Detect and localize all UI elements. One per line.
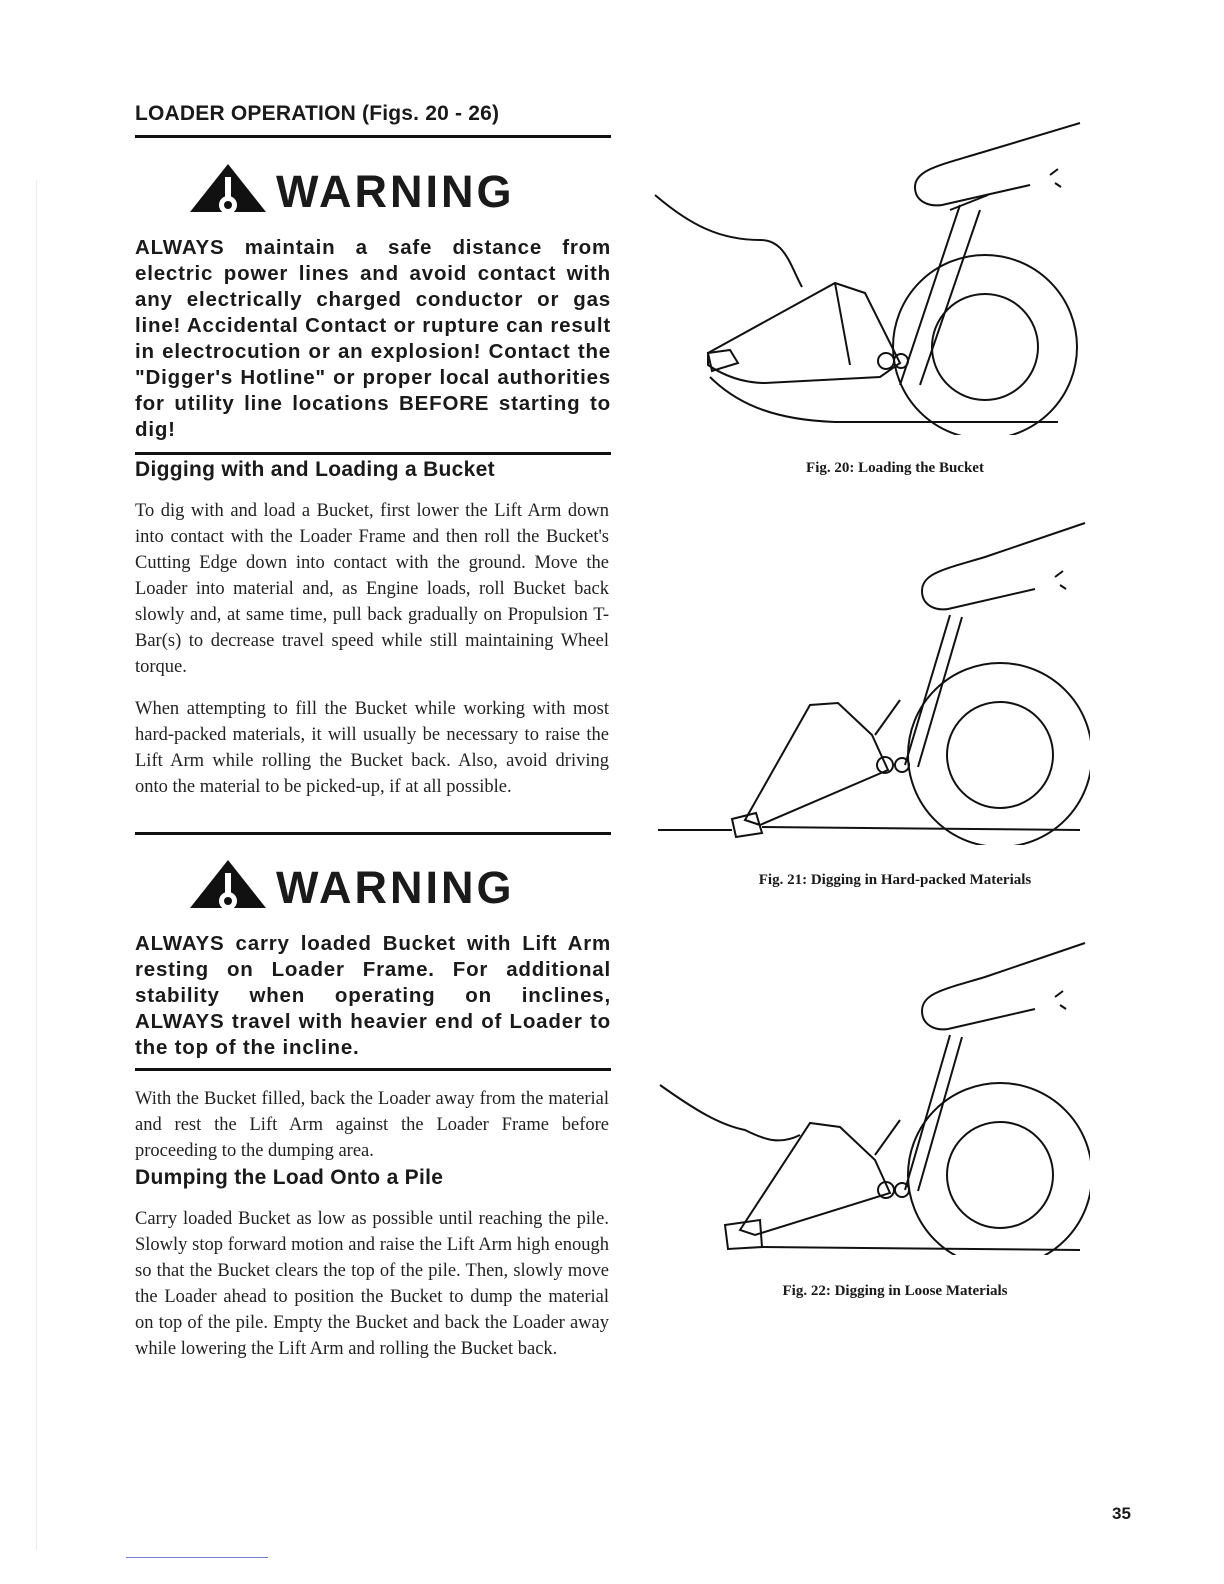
- warning-label: WARNING: [276, 166, 515, 217]
- dumping-heading: Dumping the Load Onto a Pile: [135, 1166, 444, 1189]
- warning-rule-2-bottom: [135, 1068, 611, 1071]
- footer-line: [126, 1557, 268, 1558]
- backaway-paragraph: With the Bucket filled, back the Loader away from the material and rest the Lift Arm against the Loader Frame before proceeding to the dumping area.: [135, 1089, 609, 1161]
- warning-label: WARNING: [276, 862, 515, 913]
- figure-21-caption: Fig. 21: Digging in Hard-packed Materials: [758, 872, 1032, 888]
- loader-digging-loose-illustration: [650, 935, 1090, 1255]
- loader-loading-bucket-illustration: [650, 115, 1090, 435]
- warning-header-1: [188, 162, 515, 217]
- digging-paragraph-1: To dig with and load a Bucket, first lower the Lift Arm down into contact with the Loader Frame and then roll the Bucket's Cutting Edge down into contact with the ground. Move the Loader into material and, as Engine loads, roll Bucket back slowly and, at same time, pull back gradually on Propulsion T-Bar(s) to decrease travel speed while still maintaining Wheel torque.: [135, 501, 609, 677]
- warning-text-1: ALWAYS maintain a safe distance from electric power lines and avoid contact with any electrically charged conductor or gas line! Accidental Contact or rupture can result in electrocution or an explosion! Contact the "Digger's Hotline" or proper local authorities for utility line locations BEFORE starting to dig!: [135, 236, 611, 441]
- warning-header-2: [188, 858, 515, 913]
- dumping-paragraph: Carry loaded Bucket as low as possible until reaching the pile. Slowly stop forward motion and raise the Lift Arm high enough so that the Bucket clears the top of the pile. Then, slowly move the Loader ahead to position the Bucket to dump the material on top of the pile. Empty the Bucket and back the Loader away while lowering the Lift Arm and rolling the Bucket back.: [135, 1209, 609, 1359]
- figure-20-caption: Fig. 20: Loading the Bucket: [806, 460, 984, 476]
- loader-digging-hard-packed-illustration: [650, 515, 1090, 845]
- warning-triangle-icon: [188, 858, 274, 910]
- digging-paragraph-2: When attempting to fill the Bucket while working with most hard-packed materials, it will usually be necessary to raise the Lift Arm while rolling the Bucket back. Also, avoid driving onto the material to be picked-up, if at all possible.: [135, 699, 609, 797]
- scan-edge-line: [36, 180, 37, 1550]
- warning-rule-2-top: [135, 832, 611, 835]
- section-rule: [135, 135, 611, 138]
- warning-triangle-icon: [188, 162, 274, 214]
- warning-text-2: ALWAYS carry loaded Bucket with Lift Arm resting on Loader Frame. For additional stability when operating on inclines, ALWAYS travel with heavier end of Loader to the top of the incline.: [135, 932, 611, 1059]
- figure-22-caption: Fig. 22: Digging in Loose Materials: [782, 1283, 1008, 1299]
- digging-heading: Digging with and Loading a Bucket: [135, 458, 495, 481]
- page-number: 35: [1112, 1504, 1131, 1523]
- warning-rule-1: [135, 452, 611, 455]
- section-title: LOADER OPERATION (Figs. 20 - 26): [135, 102, 500, 125]
